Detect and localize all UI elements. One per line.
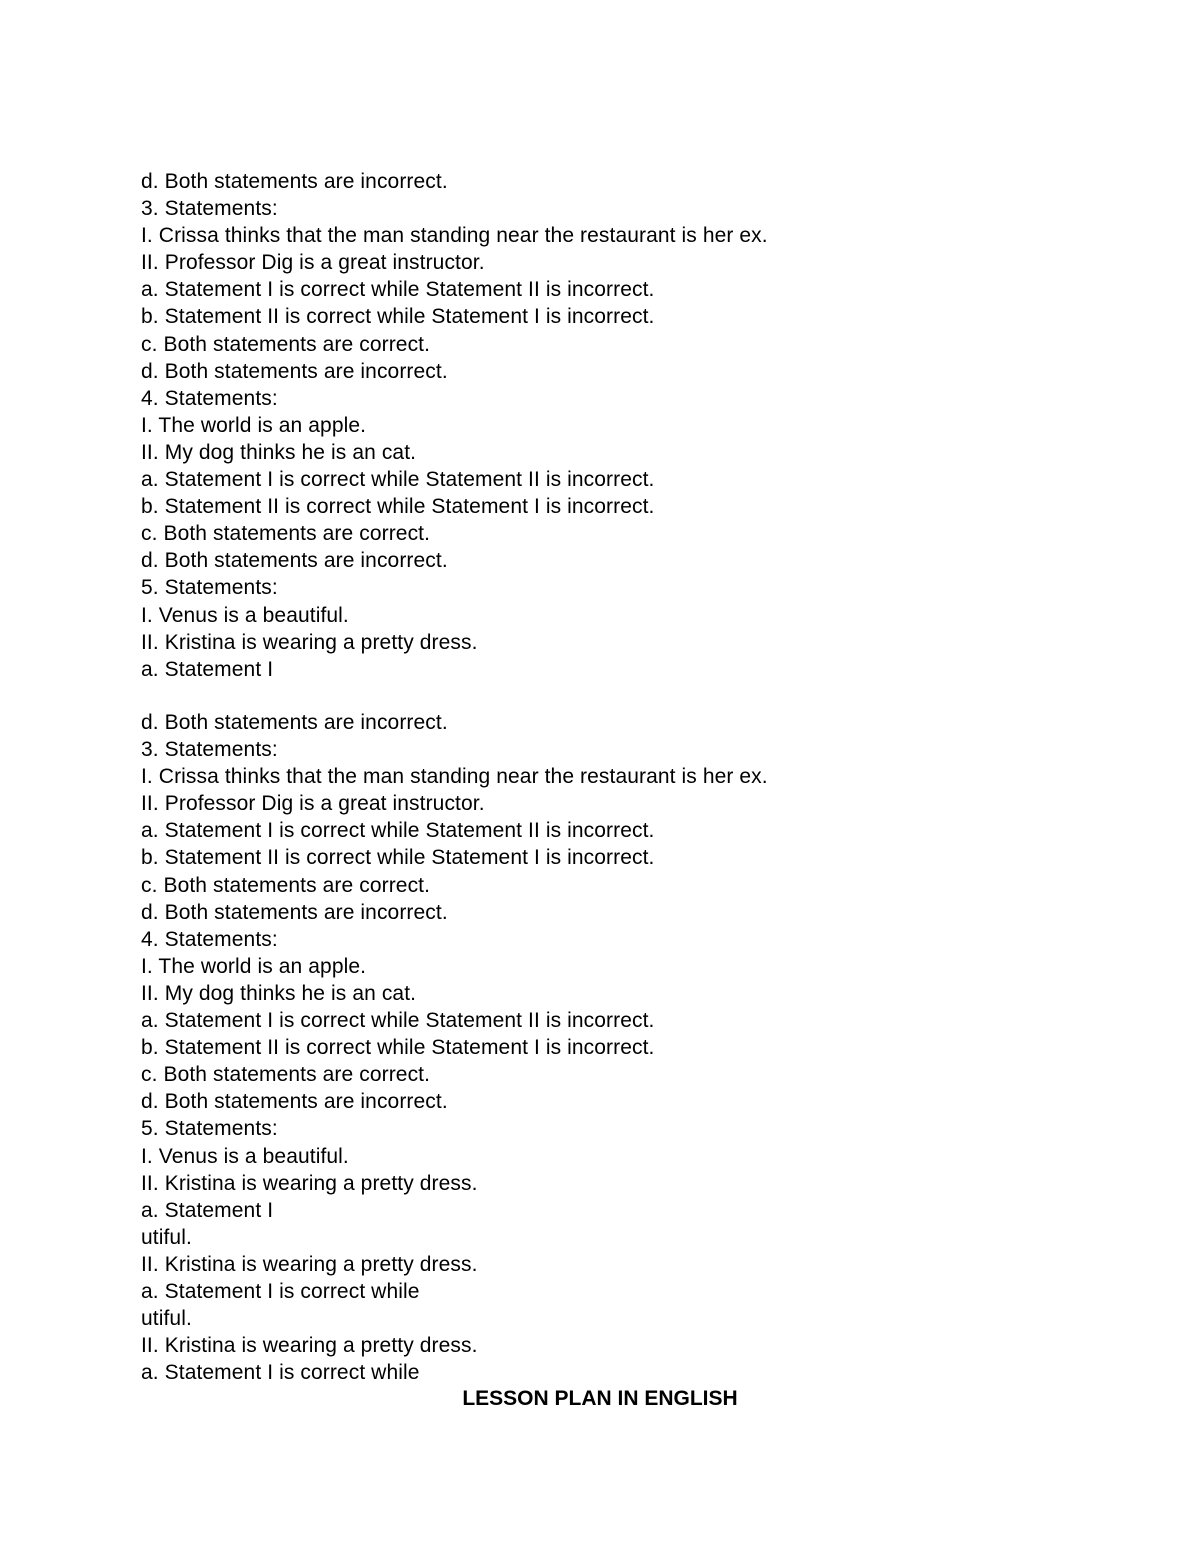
text-line: a. Statement I is correct while Statement II is incorrect. <box>141 819 655 843</box>
text-line: 4. Statements: <box>141 927 278 951</box>
text-line: d. Both statements are incorrect. <box>141 549 448 573</box>
text-line: a. Statement I is correct while <box>141 1361 420 1385</box>
text-line: c. Both statements are correct. <box>141 332 431 356</box>
text-line: b. Statement II is correct while Statement I is incorrect. <box>141 1036 655 1060</box>
document-heading: LESSON PLAN IN ENGLISH <box>462 1387 738 1410</box>
text-line: I. Crissa thinks that the man standing near the restaurant is her ex. <box>141 765 768 789</box>
text-line: utiful. <box>141 1307 192 1331</box>
text-line: a. Statement I <box>141 1198 274 1222</box>
text-line: d. Both statements are incorrect. <box>141 170 448 193</box>
text-line: a. Statement I is correct while Statement II is incorrect. <box>141 468 655 492</box>
text-line: I. The world is an apple. <box>141 954 367 978</box>
text-line: 3. Statements: <box>141 197 278 221</box>
text-block-2 <box>141 709 768 1386</box>
text-line: a. Statement I <box>141 657 274 681</box>
text-line: I. The world is an apple. <box>141 413 367 437</box>
text-line: II. Kristina is wearing a pretty dress. <box>141 630 478 654</box>
text-line: b. Statement II is correct while Statement I is incorrect. <box>141 846 655 870</box>
text-line: II. Professor Dig is a great instructor. <box>141 251 485 275</box>
text-line: I. Venus is a beautiful. <box>141 1144 349 1168</box>
text-line: a. Statement I is correct while <box>141 1279 420 1303</box>
text-line: c. Both statements are correct. <box>141 1063 431 1087</box>
text-line: II. Kristina is wearing a pretty dress. <box>141 1171 478 1195</box>
text-line: 4. Statements: <box>141 386 278 410</box>
text-line: II. Professor Dig is a great instructor. <box>141 792 485 816</box>
text-line: d. Both statements are incorrect. <box>141 1090 448 1114</box>
text-line: d. Both statements are incorrect. <box>141 359 448 383</box>
text-line: d. Both statements are incorrect. <box>141 900 448 924</box>
text-line: II. My dog thinks he is an cat. <box>141 981 417 1005</box>
text-line: 5. Statements: <box>141 1117 278 1141</box>
text-line: I. Venus is a beautiful. <box>141 603 349 627</box>
text-line: a. Statement I is correct while Statement II is incorrect. <box>141 1009 655 1033</box>
text-line: I. Crissa thinks that the man standing near the restaurant is her ex. <box>141 224 768 248</box>
text-line: 3. Statements: <box>141 738 278 762</box>
text-line: utiful. <box>141 1225 192 1249</box>
text-line: b. Statement II is correct while Statement I is incorrect. <box>141 305 655 329</box>
text-line: II. My dog thinks he is an cat. <box>141 440 417 464</box>
text-line: b. Statement II is correct while Statement I is incorrect. <box>141 495 655 519</box>
text-block-1 <box>141 168 768 683</box>
text-line: c. Both statements are correct. <box>141 522 431 546</box>
text-line: a. Statement I is correct while Statement II is incorrect. <box>141 278 655 302</box>
text-line: II. Kristina is wearing a pretty dress. <box>141 1252 478 1276</box>
text-line: 5. Statements: <box>141 576 278 600</box>
text-line: II. Kristina is wearing a pretty dress. <box>141 1334 478 1358</box>
text-line: d. Both statements are incorrect. <box>141 711 448 734</box>
text-line: c. Both statements are correct. <box>141 873 431 897</box>
